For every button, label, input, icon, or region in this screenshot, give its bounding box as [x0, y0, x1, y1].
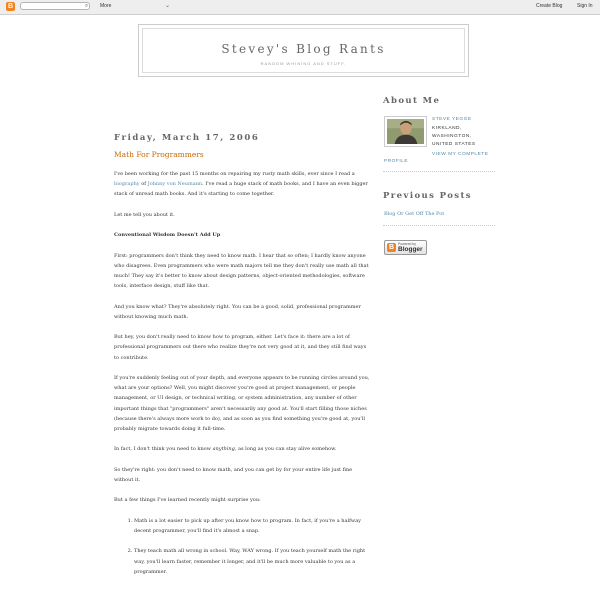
blog-title[interactable]: Stevey's Blog Rants [221, 42, 386, 56]
blog-header-inner [142, 28, 465, 73]
view-profile-link-continued[interactable]: PROFILE [384, 159, 409, 164]
profile-location: KIRKLAND, WASHINGTON, UNITED STATES [432, 126, 476, 147]
emphasis-text: anything [212, 446, 235, 453]
blogger-badge-icon: B [388, 244, 395, 251]
blogger-navbar [0, 0, 600, 15]
sidebar-divider [383, 171, 495, 172]
post-paragraph: First: programmers don't think they need to know math. I hear that so often; I hardly know anyone who disagrees. Even programmers who were math majors tell me they don't really use math all that much! They say it's better to know about design patterns, object-oriented methodologies, software tools, interface design, stuff like that. [114, 252, 369, 290]
profile-name-link[interactable]: STEVE YEGGE [432, 117, 472, 122]
post-text: . I've read a huge stack of math books, and I have an even bigger stack of unread math books. And it's starting to come together. [114, 181, 368, 198]
blog-description: RANDOM WHINING AND STUFF. [260, 61, 347, 66]
profile-photo[interactable] [384, 116, 427, 147]
post-paragraph [114, 169, 370, 200]
search-icon[interactable]: ⌕ [84, 3, 89, 9]
sign-in-link[interactable]: Sign In [577, 3, 593, 9]
view-profile-link[interactable]: VIEW MY COMPLETE [432, 152, 489, 157]
post-paragraph [114, 444, 370, 454]
post-text: In fact, I don't think you need to know [114, 446, 213, 453]
post-text: of [139, 181, 148, 188]
post-text: , as long as you can stay alive somehow. [234, 446, 337, 453]
search-input[interactable] [20, 2, 90, 10]
blogger-logo-icon[interactable]: B [7, 3, 14, 10]
date-header: Friday, March 17, 2006 [114, 133, 260, 143]
blog-header [138, 24, 469, 77]
post-body [114, 169, 370, 587]
section-heading: Conventional Wisdom Doesn't Add Up [114, 232, 221, 239]
numbered-list [114, 516, 370, 577]
post-paragraph: So they're right: you don't need to know math, and you can get by for your entire life just fine without it. [114, 466, 353, 483]
more-menu[interactable]: More [100, 3, 112, 9]
post-paragraph: But hey, you don't really need to know how to program, either. Let's face it: there are a lot of professional programmers out there who realize they're not very good at it, and they still find ways to contribute. [114, 334, 367, 361]
post-text: I've been working for the past 15 months on repairing my rusty math skills, ever since I read a [114, 171, 355, 177]
list-item: 2. They teach math all wrong in school. Way, WAY wrong. If you teach yourself math the right way, you'll learn faster, remember it longer, and it'll be much more valuable to you as a programmer. [134, 546, 370, 577]
biography-link[interactable]: biography [114, 181, 140, 188]
von-neumann-link[interactable]: Johnny von Neumann [147, 181, 203, 188]
previous-post-link[interactable]: Blog Or Get Off The Pot [384, 211, 445, 217]
profile-photo-image [387, 119, 424, 144]
previous-posts-header: Previous Posts [383, 191, 472, 201]
badge-brand: Blogger [398, 246, 423, 253]
post-paragraph: If you're suddenly feeling out of your depth, and everyone appears to be running circles around you, what are your options? Well, you might discover you're good at project management, or people management, or UI design, or technical writing, or system administration, any number of other important things that "programmers" aren't necessarily any good at. You'll start filling those niches (because there's always more work to do), and as soon as you find something you're good at, you'll probably migrate towards doing it full-time. [114, 374, 370, 432]
list-item: 1. Math is a lot easier to pick up after you know how to program. In fact, if you're a halfway decent programmer, you'll find it's almost a snap. [134, 516, 370, 536]
about-me-header: About Me [383, 96, 441, 106]
post-title: Math For Programmers [114, 150, 204, 159]
powered-by-blogger-badge[interactable] [384, 240, 427, 255]
chevron-down-icon[interactable]: ⌄ [165, 3, 171, 9]
sidebar-divider [383, 225, 495, 226]
post-paragraph: But a few things I've learned recently might surprise you: [114, 497, 261, 504]
post-paragraph: Let me tell you about it. [114, 211, 175, 218]
badge-caption: Powered by [398, 242, 416, 246]
create-blog-link[interactable]: Create Blog [536, 3, 563, 9]
post-paragraph: And you know what? They're absolutely right. You can be a good, solid, professional programmer without knowing much math. [114, 303, 361, 320]
